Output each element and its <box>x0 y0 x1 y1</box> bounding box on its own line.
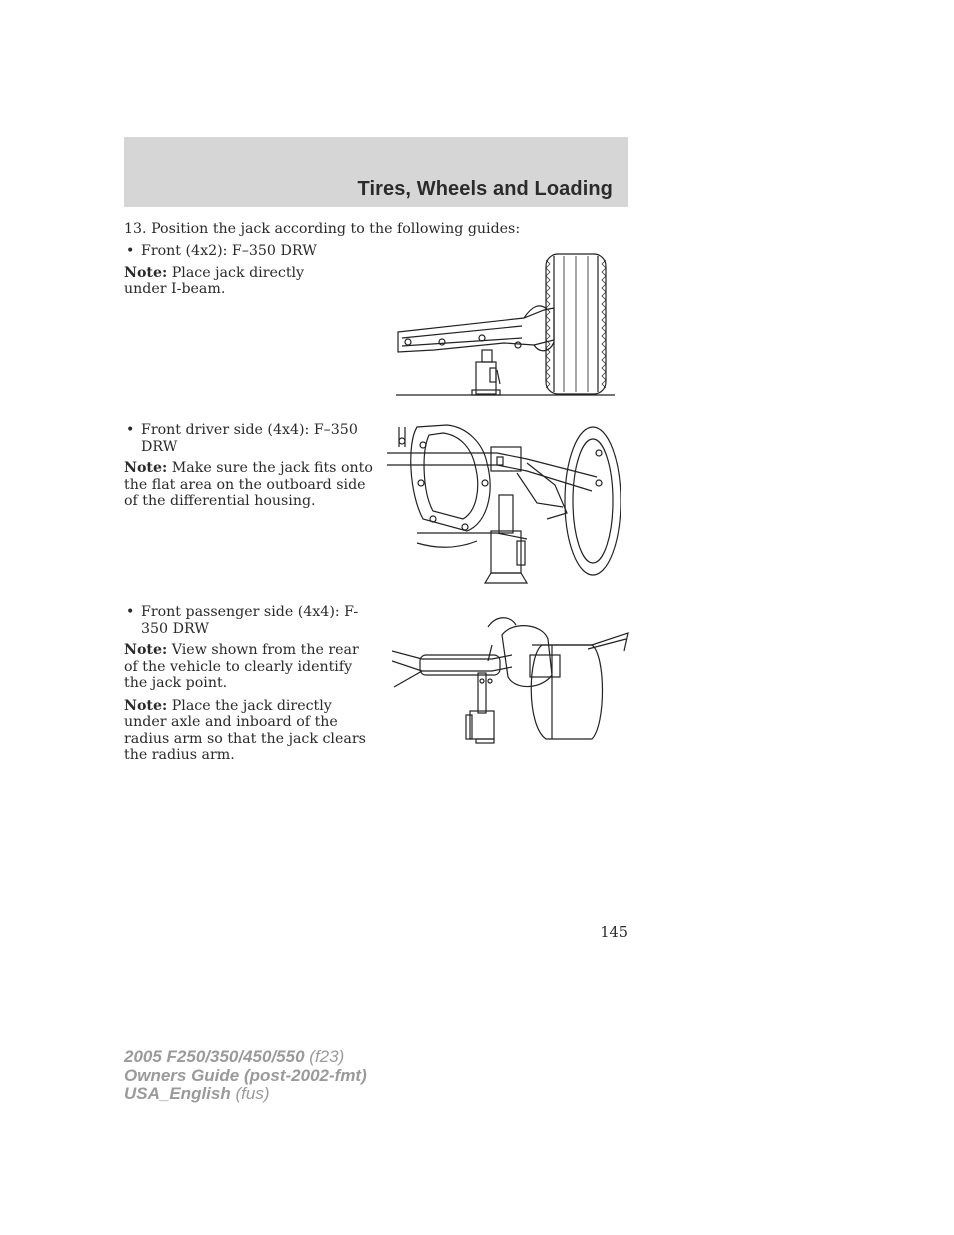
bullet-dot: • <box>126 604 135 620</box>
bullet-item <box>124 243 376 260</box>
note-text: Make sure the jack fits onto the flat area on the outboard side of the differential housing. <box>124 460 373 509</box>
bullet-dot: • <box>126 243 135 259</box>
note <box>124 642 376 692</box>
section-header <box>124 137 628 207</box>
footer-model: 2005 F250/350/450/550 <box>124 1047 305 1066</box>
note <box>124 698 376 764</box>
footer-model-code: (f23) <box>309 1047 345 1066</box>
footer-guide: Owners Guide (post-2002-fmt) <box>124 1065 367 1085</box>
footer-line-3 <box>124 1085 367 1104</box>
bullet-dot: • <box>126 422 135 438</box>
note-text: Place jack directly under I-beam. <box>124 264 305 297</box>
page-number: 145 <box>600 925 628 941</box>
bullet-text: Front passenger side (4x4): F-350 DRW <box>141 604 359 637</box>
note-text: View shown from the rear of the vehicle to clearly identify the jack point. <box>124 642 359 691</box>
jack-under-differential-illustration <box>387 423 621 587</box>
section-front-driver-4x4 <box>124 422 376 516</box>
section-front-4x2 <box>124 243 376 304</box>
note-label: Note: <box>124 642 168 658</box>
note <box>124 265 346 298</box>
note <box>124 460 376 510</box>
document-footer <box>124 1048 367 1104</box>
footer-line-1 <box>124 1048 367 1067</box>
footer-language: USA_English <box>124 1084 231 1103</box>
section-front-passenger-4x4 <box>124 604 376 770</box>
note-label: Note: <box>124 264 168 281</box>
bullet-text: Front driver side (4x4): F–350 DRW <box>141 422 358 455</box>
note-label: Note: <box>124 460 168 476</box>
section-title: Tires, Wheels and Loading <box>357 178 613 200</box>
step-13-text: 13. Position the jack according to the following guides: <box>124 221 521 237</box>
footer-line-2 <box>124 1067 367 1086</box>
jack-under-axle-illustration <box>392 615 630 745</box>
bullet-item <box>124 604 376 637</box>
note-label: Note: <box>124 697 168 714</box>
bullet-text: Front (4x2): F–350 DRW <box>141 243 317 259</box>
note-text: Place the jack directly under axle and inboard of the radius arm so that the jack clears the radius arm. <box>124 697 366 763</box>
bullet-item <box>124 422 361 455</box>
jack-under-i-beam-illustration <box>394 250 618 398</box>
footer-language-code: (fus) <box>235 1084 270 1103</box>
